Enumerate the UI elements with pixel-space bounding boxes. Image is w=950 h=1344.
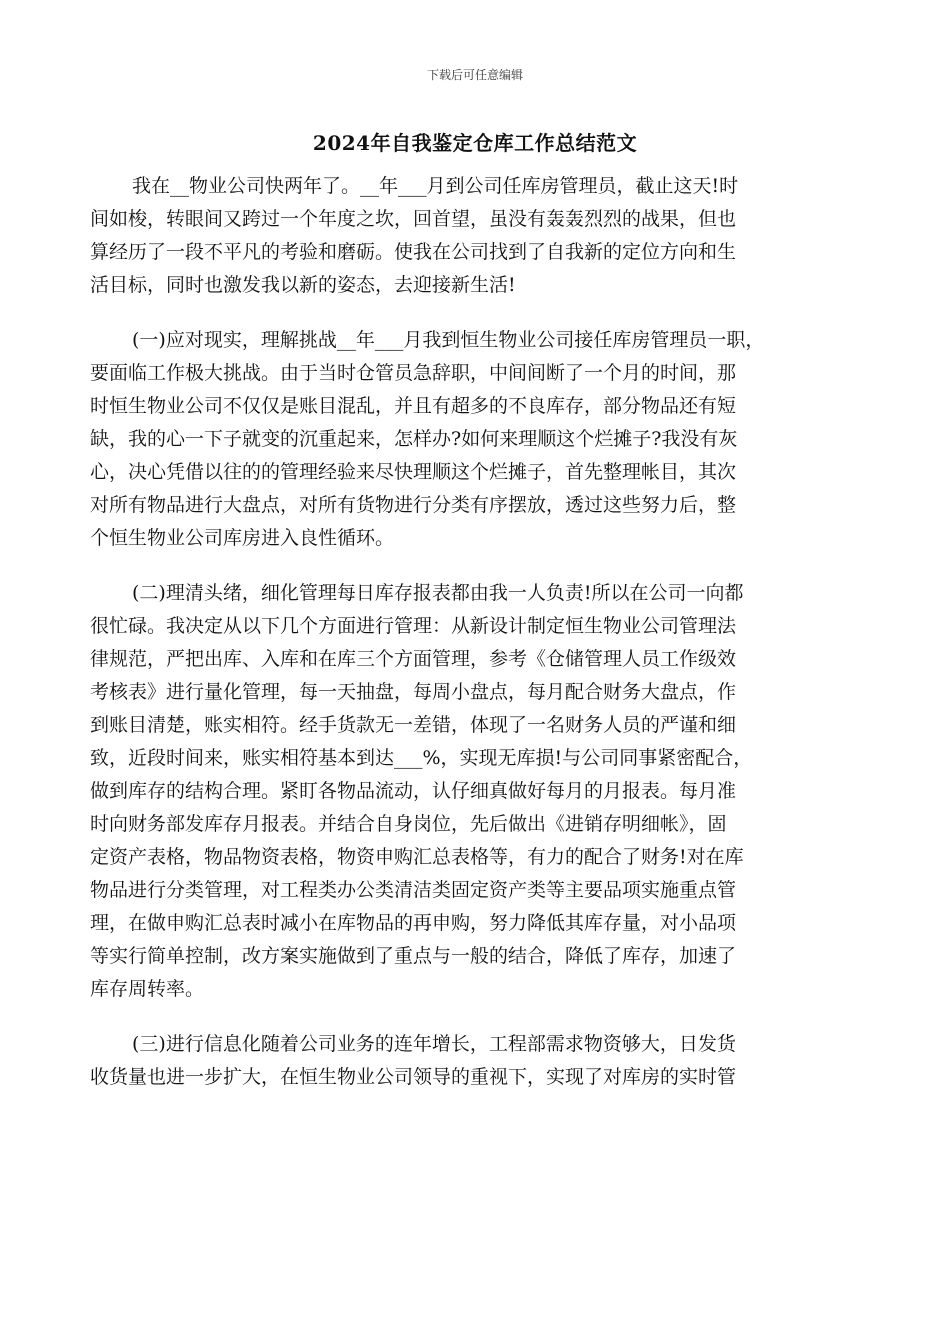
paragraph-line: 缺，我的心一下子就变的沉重起来，怎样办?如何来理顺这个烂摊子?我没有灰 <box>90 428 738 450</box>
paragraph-line: 对所有物品进行大盘点，对所有货物进行分类有序摆放，透过这些努力后，整 <box>90 494 737 516</box>
paragraph-line: (二)理清头绪，细化管理每日库存报表都由我一人负责!所以在公司一向都 <box>132 582 744 604</box>
paragraph-line: 理，在做申购汇总表时减小在库物品的再申购，努力降低其库存量，对小品项 <box>90 912 737 934</box>
paragraph-line: 做到库存的结构合理。紧盯各物品流动，认仔细真做好每月的月报表。每月准 <box>90 780 737 802</box>
paragraph-line: 定资产表格，物品物资表格，物资申购汇总表格等，有力的配合了财务!对在库 <box>90 846 744 868</box>
paragraph-line: 很忙碌。我决定从以下几个方面进行管理：从新设计制定恒生物业公司管理法 <box>90 615 737 637</box>
paragraph-line: 库存周转率。 <box>90 978 205 1000</box>
paragraph-intro <box>90 170 880 302</box>
paragraph-line: 收货量也进一步扩大，在恒生物业公司领导的重视下，实现了对库房的实时管 <box>90 1066 737 1088</box>
paragraph-line: 致，近段时间来，账实相符基本到达___%，实现无库损!与公司同事紧密配合， <box>90 747 753 769</box>
paragraph-section-1 <box>90 324 880 555</box>
paragraph-line: (三)进行信息化随着公司业务的连年增长，工程部需求物资够大，日发货 <box>132 1033 736 1055</box>
paragraph-line: 间如梭，转眼间又跨过一个年度之坎，回首望，虽没有轰轰烈烈的战果，但也 <box>90 208 737 230</box>
paragraph-line: (一)应对现实，理解挑战__年___月我到恒生物业公司接任库房管理员一职， <box>132 329 765 351</box>
paragraph-line: 时恒生物业公司不仅仅是账目混乱，并且有超多的不良库存，部分物品还有短 <box>90 395 737 417</box>
paragraph-line: 律规范，严把出库、入库和在库三个方面管理，参考《仓储管理人员工作级效 <box>90 648 737 670</box>
paragraph-line: 个恒生物业公司库房进入良性循环。 <box>90 527 395 549</box>
paragraph-line: 物品进行分类管理，对工程类办公类清洁类固定资产类等主要品项实施重点管 <box>90 879 737 901</box>
paragraph-line: 算经历了一段不平凡的考验和磨砺。使我在公司找到了自我新的定位方向和生 <box>90 241 737 263</box>
paragraph-line: 考核表》进行量化管理，每一天抽盘，每周小盘点，每月配合财务大盘点，作 <box>90 681 737 703</box>
paragraph-line: 时向财务部发库存月报表。并结合自身岗位，先后做出《进销存明细帐》，固 <box>90 813 727 835</box>
document-body <box>90 170 880 1116</box>
paragraph-line: 要面临工作极大挑战。由于当时仓管员急辞职，中间间断了一个月的时间，那 <box>90 362 737 384</box>
paragraph-section-2 <box>90 577 880 1006</box>
header-note: 下载后可任意编辑 <box>426 68 523 82</box>
paragraph-line: 心，决心凭借以往的的管理经验来尽快理顺这个烂摊子，首先整理帐目，其次 <box>90 461 737 483</box>
paragraph-section-3 <box>90 1028 880 1094</box>
paragraph-line: 活目标，同时也激发我以新的姿态，去迎接新生活! <box>90 274 516 296</box>
paragraph-line: 等实行简单控制，改方案实施做到了重点与一般的结合，降低了库存，加速了 <box>90 945 737 967</box>
paragraph-line: 我在__物业公司快两年了。__年___月到公司任库房管理员，截止这天!时 <box>132 175 739 197</box>
document-title: 2024年自我鉴定仓库工作总结范文 <box>312 131 638 155</box>
paragraph-line: 到账目清楚，账实相符。经手货款无一差错，体现了一名财务人员的严谨和细 <box>90 714 737 736</box>
